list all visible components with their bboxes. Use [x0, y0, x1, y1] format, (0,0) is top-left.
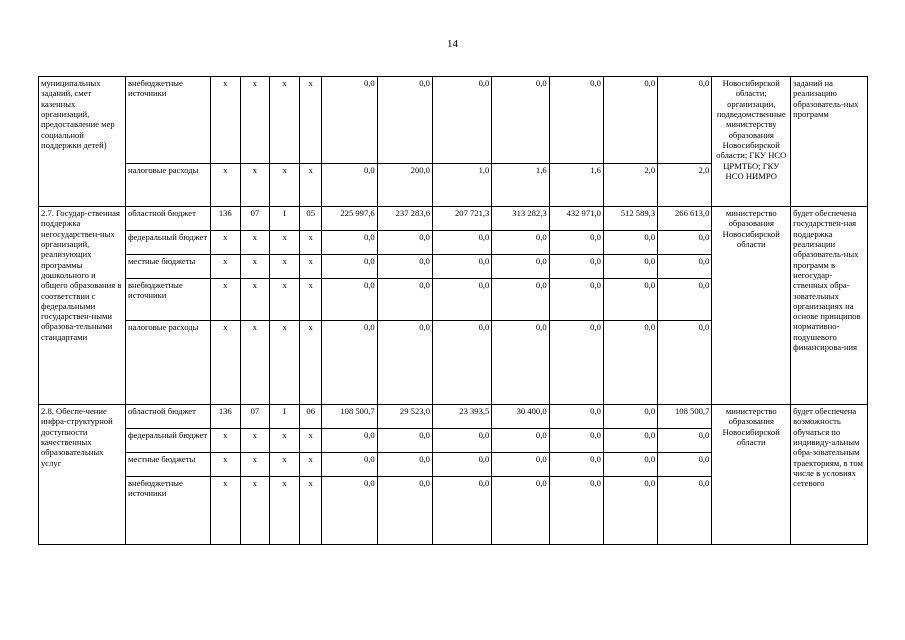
- code-cell: х: [299, 164, 322, 207]
- code-cell: х: [210, 429, 240, 453]
- value-cell: 0,0: [377, 429, 432, 453]
- code-cell: х: [210, 231, 240, 255]
- code-cell: х: [299, 255, 322, 279]
- source-cell: налоговые расходы: [125, 321, 210, 405]
- value-cell: 0,0: [377, 321, 432, 405]
- value-cell: 0,0: [432, 255, 491, 279]
- code-cell: 06: [299, 405, 322, 429]
- code-cell: х: [270, 279, 300, 321]
- value-cell: 0,0: [549, 477, 603, 545]
- value-cell: 0,0: [322, 429, 377, 453]
- value-cell: 207 721,3: [432, 207, 491, 231]
- value-cell: 0,0: [432, 279, 491, 321]
- executor-cell: министерство образования Новосибирской области: [712, 405, 791, 545]
- value-cell: 512 589,3: [603, 207, 657, 231]
- value-cell: 108 500,7: [322, 405, 377, 429]
- source-cell: внебюджетные источники: [125, 279, 210, 321]
- code-cell: х: [299, 429, 322, 453]
- value-cell: 30 400,0: [492, 405, 549, 429]
- value-cell: 237 283,6: [377, 207, 432, 231]
- value-cell: 0,0: [432, 321, 491, 405]
- code-cell: х: [270, 453, 300, 477]
- value-cell: 0,0: [658, 279, 712, 321]
- code-cell: 07: [240, 405, 270, 429]
- code-cell: х: [270, 477, 300, 545]
- value-cell: 0,0: [492, 255, 549, 279]
- value-cell: 0,0: [658, 77, 712, 164]
- value-cell: 0,0: [603, 429, 657, 453]
- value-cell: 0,0: [658, 321, 712, 405]
- page-number: 14: [447, 38, 458, 50]
- value-cell: 0,0: [549, 321, 603, 405]
- source-cell: внебюджетные источники: [125, 477, 210, 545]
- value-cell: 0,0: [549, 279, 603, 321]
- value-cell: 0,0: [377, 77, 432, 164]
- code-cell: х: [270, 164, 300, 207]
- result-cell: будет обеспечена государствен-ная поддержка реализации образователь-ных программ в негосудар-ственных обра-зовательных организациях на основе принципов нормативно-подушевого финансирова-ния: [791, 207, 868, 405]
- code-cell: 136: [210, 405, 240, 429]
- value-cell: 0,0: [492, 77, 549, 164]
- value-cell: 0,0: [432, 477, 491, 545]
- source-cell: федеральный бюджет: [125, 429, 210, 453]
- value-cell: 313 282,3: [492, 207, 549, 231]
- code-cell: х: [210, 77, 240, 164]
- activity-cell: 2.7. Государ-ственная поддержка негосударствен-ных организаций, реализующих программы дошкольного и общего образования в соответствии с федеральными государствен-ными образова-тельными стандартами: [39, 207, 126, 405]
- code-cell: I: [270, 207, 300, 231]
- value-cell: 266 613,0: [658, 207, 712, 231]
- value-cell: 0,0: [322, 77, 377, 164]
- code-cell: х: [270, 255, 300, 279]
- code-cell: х: [240, 321, 270, 405]
- value-cell: 0,0: [322, 255, 377, 279]
- value-cell: 0,0: [377, 477, 432, 545]
- code-cell: х: [210, 279, 240, 321]
- value-cell: 0,0: [603, 77, 657, 164]
- activity-cell: 2.8. Обеспе-чение инфра-структурной доступности качественных образовательных услуг: [39, 405, 126, 545]
- code-cell: х: [240, 231, 270, 255]
- table-row: [39, 405, 868, 429]
- value-cell: 0,0: [549, 453, 603, 477]
- value-cell: 0,0: [492, 429, 549, 453]
- code-cell: I: [270, 405, 300, 429]
- value-cell: 0,0: [603, 405, 657, 429]
- code-cell: х: [210, 164, 240, 207]
- value-cell: 0,0: [492, 453, 549, 477]
- code-cell: х: [240, 279, 270, 321]
- value-cell: 0,0: [603, 279, 657, 321]
- code-cell: х: [240, 77, 270, 164]
- value-cell: 200,0: [377, 164, 432, 207]
- value-cell: 0,0: [432, 453, 491, 477]
- value-cell: 2,0: [658, 164, 712, 207]
- value-cell: 0,0: [603, 231, 657, 255]
- value-cell: 0,0: [603, 321, 657, 405]
- code-cell: х: [240, 429, 270, 453]
- result-cell: заданий на реализацию образователь-ных программ: [791, 77, 868, 207]
- value-cell: 0,0: [549, 405, 603, 429]
- code-cell: х: [299, 321, 322, 405]
- table-row: [39, 77, 868, 164]
- code-cell: х: [299, 77, 322, 164]
- value-cell: 23 393,5: [432, 405, 491, 429]
- source-cell: областной бюджет: [125, 405, 210, 429]
- source-cell: местные бюджеты: [125, 453, 210, 477]
- value-cell: 0,0: [322, 477, 377, 545]
- value-cell: 0,0: [432, 231, 491, 255]
- value-cell: 0,0: [549, 429, 603, 453]
- table-row: [39, 207, 868, 231]
- code-cell: х: [299, 231, 322, 255]
- value-cell: 432 971,0: [549, 207, 603, 231]
- value-cell: 29 523,0: [377, 405, 432, 429]
- value-cell: 0,0: [549, 255, 603, 279]
- code-cell: х: [270, 231, 300, 255]
- code-cell: 136: [210, 207, 240, 231]
- value-cell: 0,0: [603, 255, 657, 279]
- source-cell: внебюджетные источники: [125, 77, 210, 164]
- value-cell: 0,0: [322, 164, 377, 207]
- value-cell: 0,0: [377, 231, 432, 255]
- source-cell: областной бюджет: [125, 207, 210, 231]
- value-cell: 0,0: [322, 321, 377, 405]
- code-cell: х: [210, 453, 240, 477]
- result-cell: будет обеспечена возможность обучаться по индивиду-альным обра-зовательным траекториям, в том числе в условиях сетевого: [791, 405, 868, 545]
- value-cell: 0,0: [658, 231, 712, 255]
- code-cell: х: [240, 453, 270, 477]
- source-cell: местные бюджеты: [125, 255, 210, 279]
- code-cell: х: [240, 255, 270, 279]
- value-cell: 0,0: [603, 453, 657, 477]
- code-cell: х: [210, 477, 240, 545]
- code-cell: 05: [299, 207, 322, 231]
- value-cell: 0,0: [658, 453, 712, 477]
- value-cell: 0,0: [492, 231, 549, 255]
- value-cell: 1,6: [549, 164, 603, 207]
- code-cell: х: [270, 321, 300, 405]
- executor-cell: Новосибирской области; организации, подведомственные министерству образования Новосибирской области; ГКУ НСО ЦРМТБО; ГКУ НСО НИМРО: [712, 77, 791, 207]
- value-cell: 0,0: [377, 453, 432, 477]
- code-cell: 07: [240, 207, 270, 231]
- value-cell: 0,0: [432, 429, 491, 453]
- value-cell: 0,0: [658, 477, 712, 545]
- value-cell: 225 997,6: [322, 207, 377, 231]
- value-cell: 0,0: [322, 231, 377, 255]
- value-cell: 0,0: [549, 231, 603, 255]
- code-cell: х: [299, 279, 322, 321]
- code-cell: х: [270, 77, 300, 164]
- value-cell: 2,0: [603, 164, 657, 207]
- value-cell: 0,0: [322, 453, 377, 477]
- source-cell: федеральный бюджет: [125, 231, 210, 255]
- value-cell: 0,0: [658, 255, 712, 279]
- code-cell: х: [299, 477, 322, 545]
- value-cell: 0,0: [492, 279, 549, 321]
- code-cell: х: [299, 453, 322, 477]
- code-cell: х: [210, 255, 240, 279]
- value-cell: 0,0: [492, 477, 549, 545]
- executor-cell: министерство образования Новосибирской области: [712, 207, 791, 405]
- value-cell: 0,0: [549, 77, 603, 164]
- code-cell: х: [240, 477, 270, 545]
- code-cell: х: [240, 164, 270, 207]
- value-cell: 0,0: [603, 477, 657, 545]
- value-cell: 1,6: [492, 164, 549, 207]
- value-cell: 0,0: [377, 255, 432, 279]
- code-cell: х: [270, 429, 300, 453]
- value-cell: 1,0: [432, 164, 491, 207]
- value-cell: 0,0: [658, 429, 712, 453]
- code-cell: х: [210, 321, 240, 405]
- value-cell: 0,0: [492, 321, 549, 405]
- value-cell: 0,0: [322, 279, 377, 321]
- activity-cell: муниципальных заданий, смет казенных организаций, предоставление мер социальной поддержки детей): [39, 77, 126, 207]
- value-cell: 0,0: [432, 77, 491, 164]
- source-cell: налоговые расходы: [125, 164, 210, 207]
- value-cell: 0,0: [377, 279, 432, 321]
- budget-table: [38, 76, 868, 545]
- value-cell: 108 500,7: [658, 405, 712, 429]
